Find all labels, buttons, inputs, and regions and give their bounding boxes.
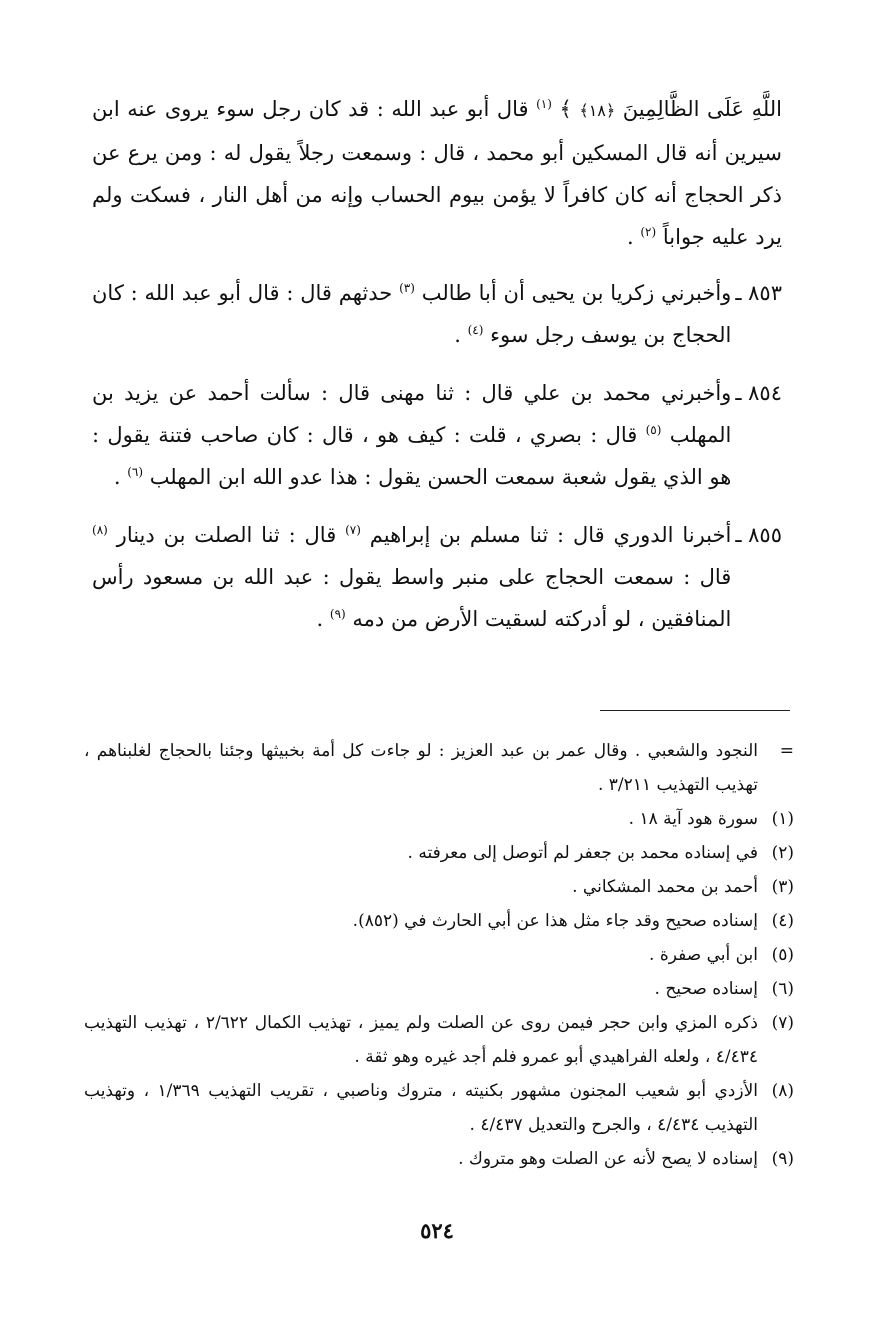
footnote [84, 734, 794, 802]
entry-text [92, 272, 731, 356]
hadith-entry-854 [92, 372, 782, 498]
footnote-ref: (٥) [645, 423, 662, 437]
footnote-ref: (٤) [467, 323, 484, 337]
footnote [84, 1142, 794, 1176]
footnote-ref: (٧) [345, 523, 361, 537]
quran-verse: اللَّهِ عَلَى الظَّالِمِينَ [622, 97, 783, 121]
footnote-number: (٣) [771, 877, 794, 897]
entry-text-part: أخبرنا الدوري قال : ثنا مسلم بن إبراهيم [360, 523, 732, 547]
footnote-ref: (١) [536, 97, 552, 111]
footnote-text: إسناده صحيح . [654, 979, 758, 999]
footnotes [84, 734, 794, 1176]
footnote [84, 836, 794, 870]
entry-text-part: قال : سمعت الحجاج على منبر واسط يقول : عبد الله بن مسعود رأس المنافقين ، لو أدركته لسقيت الأرض من دمه [92, 565, 732, 631]
footnote-number: (٨) [771, 1081, 794, 1101]
quran-close-bracket: ﴾ [559, 97, 572, 121]
footnote [84, 938, 794, 972]
footnote-number: (٢) [771, 843, 794, 863]
hadith-entry-853 [92, 272, 782, 356]
footnote-ref: (٣) [399, 281, 415, 295]
entry-text [92, 372, 731, 498]
footnote-number: (٧) [771, 1013, 794, 1033]
footnote-text: إسناده لا يصح لأنه عن الصلت وهو متروك . [458, 1149, 758, 1169]
footnote-text: إسناده صحيح وقد جاء مثل هذا عن أبي الحارث في (٨٥٢). [352, 911, 758, 931]
footnote-text: أحمد بن محمد المشكاني . [572, 877, 758, 897]
footnote-number: (٥) [771, 945, 794, 965]
footnote-ref: (٨) [92, 523, 108, 537]
entry-text-part: حدثهم قال : قال أبو عبد الله : كان الحجاج بن يوسف رجل سوء [92, 281, 732, 347]
footnote-text: ابن أبي صفرة . [649, 945, 758, 965]
entry-text-part: قال : ثنا الصلت بن دينار [107, 523, 346, 547]
footnote-ref: (٢) [640, 225, 657, 239]
opening-end: . [627, 225, 641, 249]
main-text [92, 88, 782, 656]
footnote [84, 1074, 794, 1142]
footnote-ref: (٩) [329, 607, 346, 621]
verse-number-mark: ﴿١٨﴾ [579, 101, 616, 120]
footnote-divider [600, 710, 790, 711]
footnote [84, 870, 794, 904]
footnote-number: (٩) [771, 1149, 794, 1169]
footnote-number: (٦) [771, 979, 794, 999]
footnote [84, 972, 794, 1006]
footnote-ref: (٦) [127, 465, 144, 479]
footnote-text: النجود والشعبي . وقال عمر بن عبد العزيز : لو جاءت كل أمة بخبيثها وجئنا بالحجاج لغلبناهم ، تهذيب التهذيب ٣/٢١١ . [84, 741, 758, 795]
entry-text-part: . [454, 323, 468, 347]
footnote-number: = [779, 741, 794, 761]
page-number: ٥٢٤ [420, 1218, 454, 1243]
entry-text-part: . [316, 607, 330, 631]
footnote [84, 1006, 794, 1074]
entry-number: ٨٥٥ ـ [735, 523, 782, 547]
entry-number: ٨٥٣ ـ [735, 281, 782, 305]
footnote-text: سورة هود آية ١٨ . [628, 809, 758, 829]
opening-text: قال أبو عبد الله : قد كان رجل سوء يروى عنه ابن سيرين أنه قال المسكين أبو محمد ، قال : وسمعت رجلاً يقول له : ومن يرع عن ذكر الحجاج أنه كان كافراً لا يؤمن بيوم الحساب وإنه من أهل النار ، فسكت ولم يرد عليه جواباً [92, 97, 782, 249]
entry-text-part: وأخبرني محمد بن علي قال : ثنا مهنى قال : سألت أحمد عن يزيد بن المهلب [92, 381, 732, 447]
entry-text-part: قال : بصري ، قلت : كيف هو ، قال : كان صاحب فتنة يقول : هو الذي يقول شعبة سمعت الحسن يقول : هذا عدو الله ابن المهلب [92, 423, 732, 489]
footnote-text: في إسناده محمد بن جعفر لم أتوصل إلى معرفته . [407, 843, 758, 863]
footnote [84, 904, 794, 938]
footnote-text: ذكره المزي وابن حجر فيمن روى عن الصلت ولم يميز ، تهذيب الكمال ٢/٦٢٢ ، تهذيب التهذيب ٤/٤٣٤ ، ولعله الفراهيدي أبو عمرو فلم أجد غيره وهو ثقة . [84, 1013, 758, 1067]
footnote [84, 802, 794, 836]
entry-text-part: وأخبرني زكريا بن يحيى أن أبا طالب [414, 281, 732, 305]
entry-text [92, 514, 731, 640]
entry-number: ٨٥٤ ـ [735, 381, 782, 405]
opening-paragraph [92, 88, 782, 258]
entry-text-part: . [113, 465, 128, 489]
footnote-number: (٤) [771, 911, 794, 931]
hadith-entry-855 [92, 514, 782, 640]
footnote-number: (١) [771, 809, 794, 829]
footnote-text: الأزدي أبو شعيب المجنون مشهور بكنيته ، متروك وناصبي ، تقريب التهذيب ١/٣٦٩ ، وتهذيب التهذيب ٤/٤٣٤ ، والجرح والتعديل ٤/٤٣٧ . [84, 1081, 758, 1135]
